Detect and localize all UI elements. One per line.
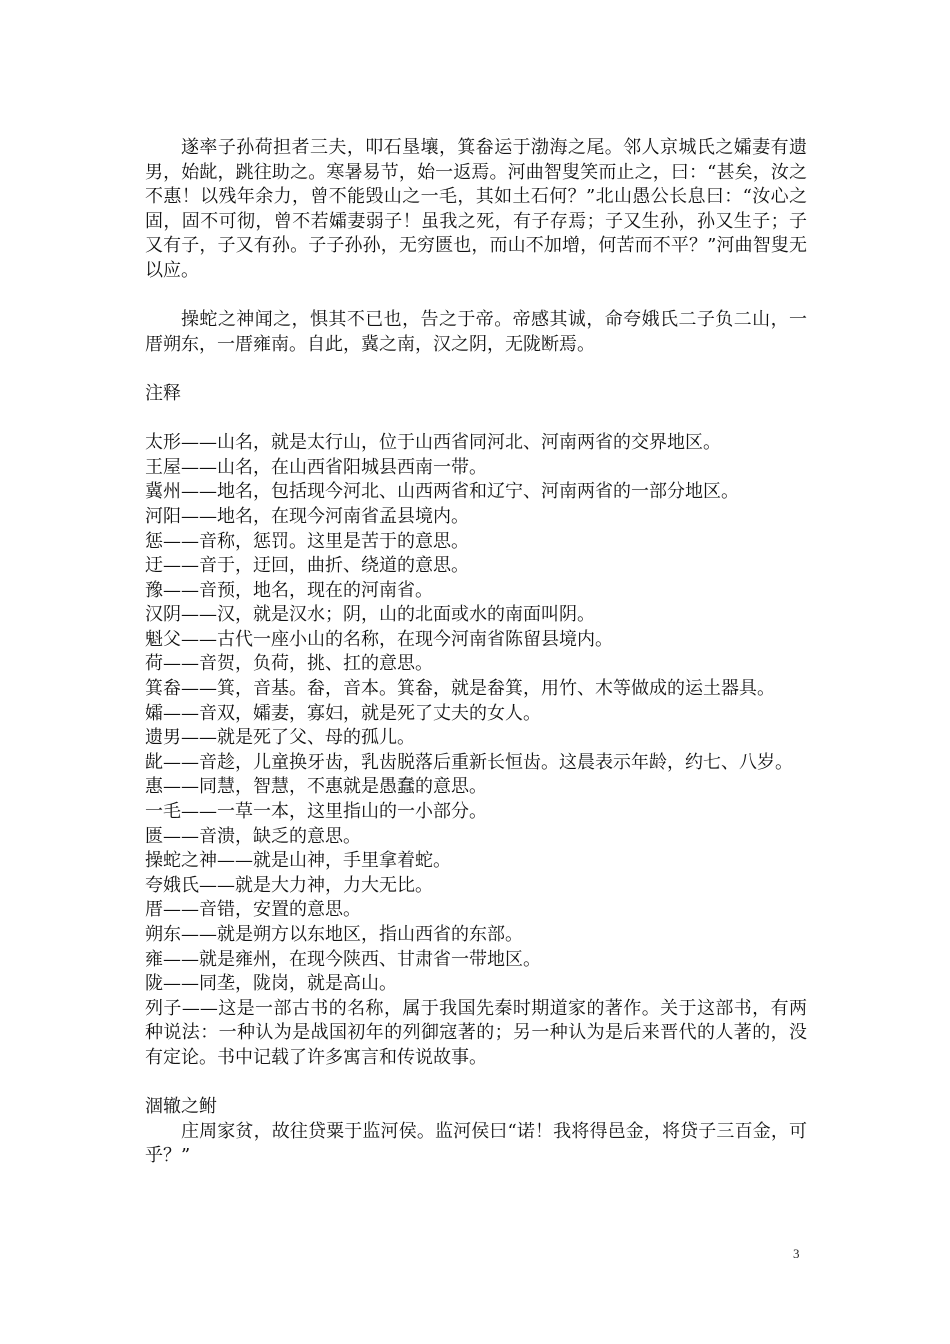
page-number: 3	[793, 1246, 800, 1261]
note-item: 箕畚——箕，音基。畚，音本。箕畚，就是畚箕，用竹、木等做成的运土器具。	[145, 678, 775, 700]
paragraph-yugong-1: 遂率子孙荷担者三夫，叩石垦壤，箕畚运于渤海之尾。邻人京城氏之孀妻有遗男，始龀，跳往助之。寒暑易节，始一返焉。河曲智叟笑而止之，曰：“甚矣，汝之不惠！以残年余力，曾不能毁山之一毛，其如土石何？”北山愚公长息曰：“汝心之固，固不可彻，曾不若孀妻弱子！虽我之死，有子存焉；子又生孙，孙又生子；子又有子，子又有孙。子子孙孙，无穷匮也，而山不加增，何苦而不平？”河曲智叟无以应。	[145, 137, 807, 281]
note-item: 魁父——古代一座小山的名称，在现今河南省陈留县境内。	[145, 628, 613, 650]
note-item: 惠——同慧，智慧，不惠就是愚蠢的意思。	[145, 776, 487, 798]
note-item: 朔东——就是朔方以东地区，指山西省的东部。	[145, 924, 523, 945]
spacer	[145, 1071, 807, 1096]
note-item: 太形——山名，就是太行山，位于山西省同河北、河南两省的交界地区。	[145, 432, 721, 454]
notes-list	[145, 431, 807, 1070]
story-title: 涸辙之鲋	[145, 1096, 217, 1118]
note-item: 匮——音溃，缺乏的意思。	[145, 825, 361, 847]
note-item: 陇——同垄，陇岗，就是高山。	[145, 973, 397, 995]
spacer	[145, 407, 807, 432]
note-item: 龀——音趁，儿童换牙齿，乳齿脱落后重新长恒齿。这晨表示年龄，约七、八岁。	[145, 751, 793, 773]
paragraph-yugong-2: 操蛇之神闻之，惧其不已也，告之于帝。帝感其诚，命夸娥氏二子负二山，一厝朔东，一厝雍南。自此，冀之南，汉之阴，无陇断焉。	[145, 309, 807, 355]
note-item: 河阳——地名，在现今河南省孟县境内。	[145, 505, 469, 527]
note-item: 冀州——地名，包括现今河北、山西两省和辽宁、河南两省的一部分地区。	[145, 481, 739, 503]
spacer	[145, 357, 807, 382]
note-item: 惩——音称，惩罚。这里是苦于的意思。	[145, 530, 469, 552]
note-item: 雍——就是雍州，在现今陕西、甘肃省一带地区。	[145, 948, 541, 970]
note-item: 一毛——一草一本，这里指山的一小部分。	[145, 801, 487, 823]
note-item: 汉阴——汉，就是汉水；阴，山的北面或水的南面叫阴。	[145, 604, 595, 626]
note-item-liezi: 列子——这是一部古书的名称，属于我国先秦时期道家的著作。关于这部书，有两种说法：一种认为是战国初年的列御寇著的；另一种认为是后来晋代的人著的，没有定论。书中记载了许多寓言和传说故事。	[145, 997, 807, 1068]
note-item: 孀——音双，孀妻，寡妇，就是死了丈夫的女人。	[145, 702, 541, 724]
spacer	[145, 284, 807, 309]
note-item: 王屋——山名，在山西省阳城县西南一带。	[145, 456, 487, 478]
note-item: 操蛇之神——就是山神，手里拿着蛇。	[145, 850, 451, 872]
notes-heading: 注释	[145, 382, 181, 404]
page-body	[145, 136, 807, 1169]
note-item: 迂——音于，迂回，曲折、绕道的意思。	[145, 555, 469, 577]
note-item: 遗男——就是死了父、母的孤儿。	[145, 727, 415, 749]
note-item: 豫——音预，地名，现在的河南省。	[145, 579, 433, 601]
note-item: 厝——音错，安置的意思。	[145, 899, 361, 921]
note-item: 荷——音贺，负荷，挑、扛的意思。	[145, 653, 433, 675]
story-paragraph: 庄周家贫，故往贷粟于监河侯。监河侯曰“诺！我将得邑金，将贷子三百金，可乎？”	[145, 1120, 807, 1167]
note-item: 夸娥氏——就是大力神，力大无比。	[145, 874, 433, 896]
